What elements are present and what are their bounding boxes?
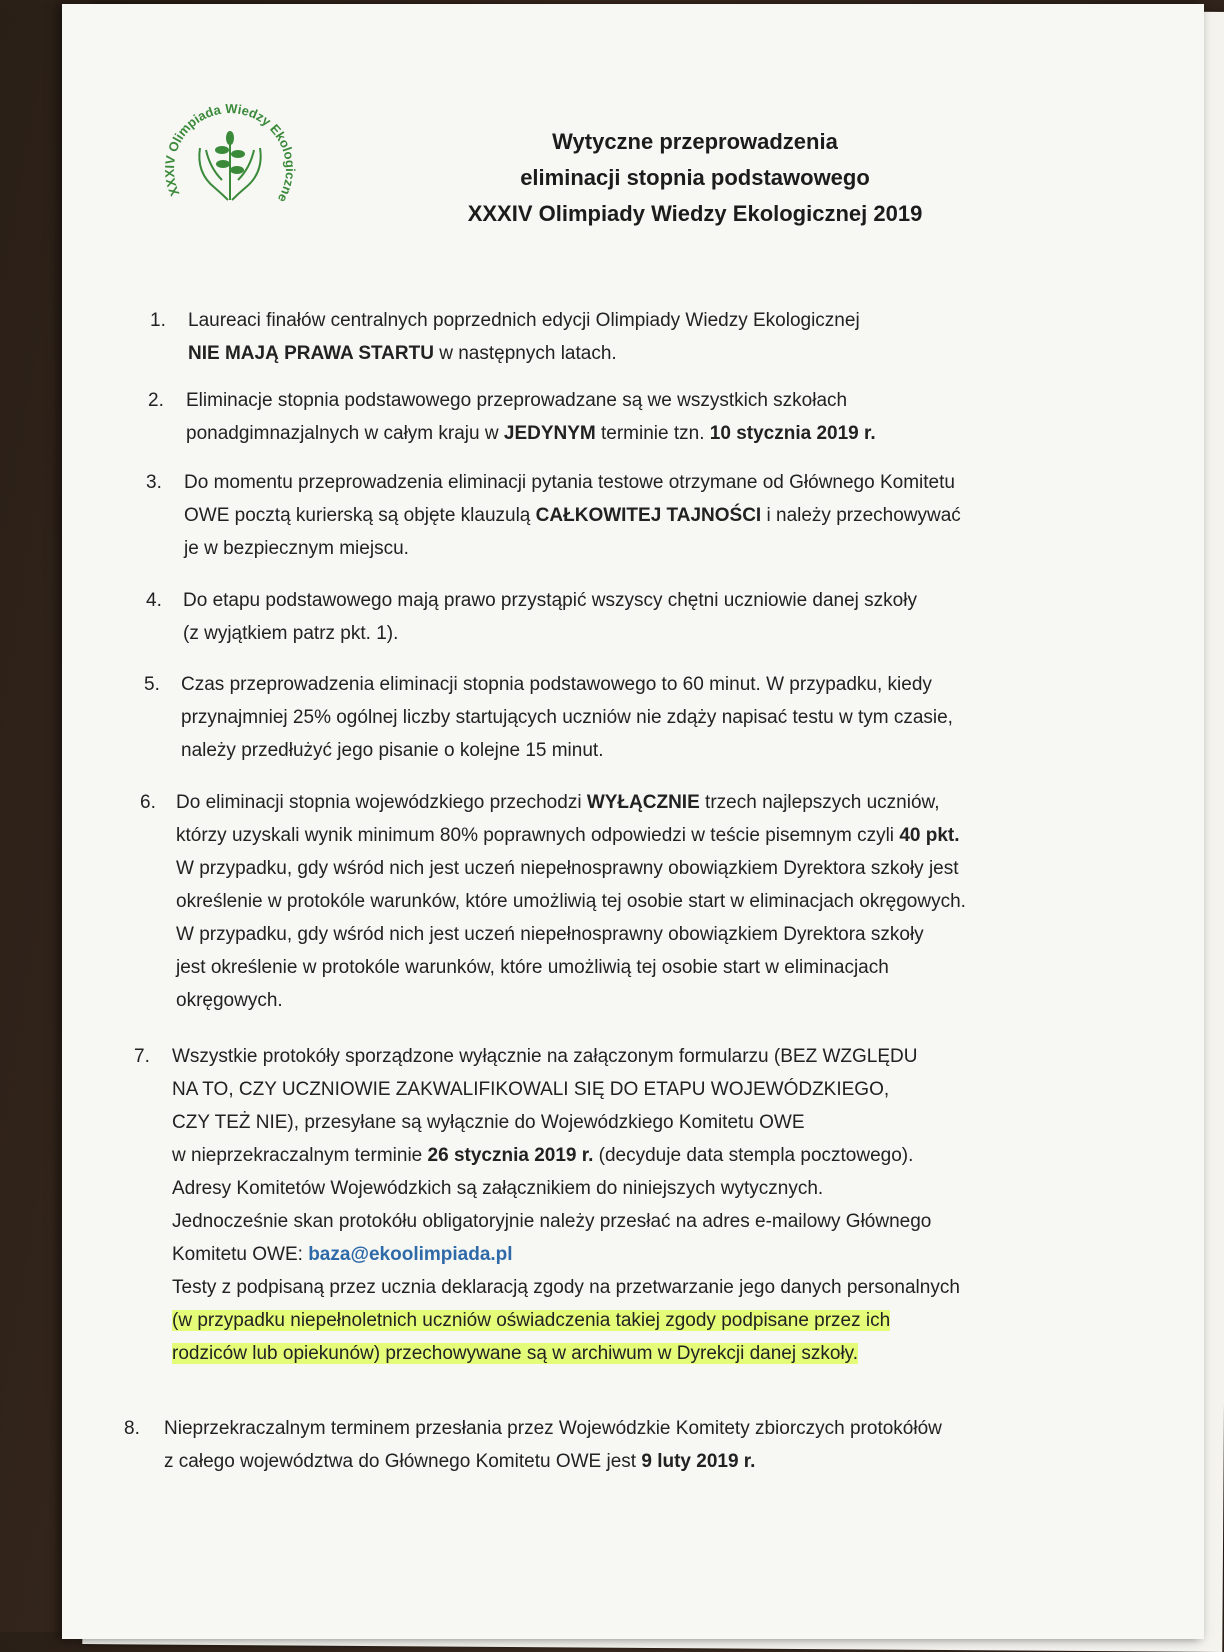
item-text: terminie tzn. bbox=[595, 423, 710, 444]
olympiad-logo bbox=[160, 88, 300, 228]
item-number: 2. bbox=[148, 390, 164, 411]
item-text: Testy z podpisaną przez ucznia deklaracją zgody na przetwarzanie jego danych personalnych bbox=[172, 1277, 960, 1298]
item-emphasis: NIE MAJĄ PRAWA STARTU bbox=[188, 343, 434, 364]
item-date: 9 luty 2019 r. bbox=[641, 1451, 756, 1472]
item-text: określenie w protokóle warunków, które umożliwią tej osobie start w eliminacjach okręgowych. bbox=[176, 891, 966, 912]
item-text: (z wyjątkiem patrz pkt. 1). bbox=[183, 623, 399, 644]
item-emphasis: WYŁĄCZNIE bbox=[586, 792, 700, 813]
item-text: Czas przeprowadzenia eliminacji stopnia podstawowego to 60 minut. W przypadku, kiedy bbox=[181, 674, 932, 695]
item-text: w nieprzekraczalnym terminie bbox=[172, 1145, 428, 1166]
item-text: Do etapu podstawowego mają prawo przystąpić wszyscy chętni uczniowie danej szkoły bbox=[183, 590, 917, 611]
item-text: je w bezpiecznym miejscu. bbox=[184, 538, 409, 559]
logo-text: XXXIV Olimpiada Wiedzy Ekologiczne bbox=[161, 101, 299, 205]
highlighted-text: rodziców lub opiekunów) przechowywane są w archiwum w Dyrekcji danej szkoły. bbox=[172, 1343, 859, 1364]
item-text: Eliminacje stopnia podstawowego przeprowadzane są we wszystkich szkołach bbox=[186, 390, 848, 411]
item-number: 7. bbox=[134, 1046, 150, 1067]
item-emphasis: JEDYNYM bbox=[503, 423, 596, 444]
item-text: Do eliminacji stopnia wojewódzkiego przechodzi bbox=[176, 792, 587, 813]
item-emphasis: 40 pkt. bbox=[899, 825, 960, 846]
item-number: 4. bbox=[146, 590, 162, 611]
item-date: 10 stycznia 2019 r. bbox=[709, 423, 876, 444]
item-text: ponadgimnazjalnych w całym kraju w bbox=[186, 423, 504, 444]
item-number: 6. bbox=[140, 792, 156, 813]
item-number: 1. bbox=[150, 310, 166, 331]
item-text: Do momentu przeprowadzenia eliminacji pytania testowe otrzymane od Głównego Komitetu bbox=[184, 472, 955, 493]
item-text: OWE pocztą kurierską są objęte klauzulą bbox=[184, 505, 536, 526]
item-text: W przypadku, gdy wśród nich jest uczeń niepełnosprawny obowiązkiem Dyrektora szkoły jest bbox=[176, 858, 959, 879]
item-text: Komitetu OWE: bbox=[172, 1244, 309, 1265]
item-text: przynajmniej 25% ogólnej liczby startujących uczniów nie zdąży napisać testu w tym czasie, bbox=[181, 707, 953, 728]
item-text: NA TO, CZY UCZNIOWIE ZAKWALIFIKOWALI SIĘ DO ETAPU WOJEWÓDZKIEGO, bbox=[172, 1079, 890, 1100]
item-date: 26 stycznia 2019 r. bbox=[427, 1145, 594, 1166]
item-text: w następnych latach. bbox=[433, 343, 617, 364]
document-title bbox=[400, 124, 990, 232]
item-text: CZY TEŻ NIE), przesyłane są wyłącznie do Wojewódzkiego Komitetu OWE bbox=[172, 1112, 805, 1133]
item-text: jest określenie w protokóle warunków, które umożliwią tej osobie start w eliminacjach bbox=[176, 957, 889, 978]
title-line-3: XXXIV Olimpiady Wiedzy Ekologicznej 2019 bbox=[467, 201, 923, 226]
highlighted-text: (w przypadku niepełnoletnich uczniów oświadczenia takiej zgody podpisane przez ich bbox=[172, 1310, 891, 1331]
item-text: Wszystkie protokóły sporządzone wyłącznie na załączonym formularzu (BEZ WZGLĘDU bbox=[172, 1046, 918, 1067]
item-text: W przypadku, gdy wśród nich jest uczeń niepełnosprawny obowiązkiem Dyrektora szkoły bbox=[176, 924, 924, 945]
item-number: 8. bbox=[124, 1418, 140, 1439]
item-text: z całego województwa do Głównego Komitetu OWE jest bbox=[164, 1451, 642, 1472]
item-text: Adresy Komitetów Wojewódzkich są załącznikiem do niniejszych wytycznych. bbox=[172, 1178, 824, 1199]
item-text: okręgowych. bbox=[176, 990, 283, 1011]
item-emphasis: CAŁKOWITEJ TAJNOŚCI bbox=[535, 505, 762, 526]
item-number: 5. bbox=[144, 674, 160, 695]
title-line-2: eliminacji stopnia podstawowego bbox=[520, 165, 870, 190]
email-link[interactable]: baza@ekoolimpiada.pl bbox=[308, 1244, 513, 1265]
item-text: trzech najlepszych uczniów, bbox=[699, 792, 940, 813]
item-number: 3. bbox=[146, 472, 162, 493]
title-line-1: Wytyczne przeprowadzenia bbox=[552, 129, 838, 154]
item-text: którzy uzyskali wynik minimum 80% poprawnych odpowiedzi w teście pisemnym czyli bbox=[176, 825, 900, 846]
item-text: Nieprzekraczalnym terminem przesłania przez Wojewódzkie Komitety zbiorczych protokółów bbox=[164, 1418, 942, 1439]
item-text: Laureaci finałów centralnych poprzednich edycji Olimpiady Wiedzy Ekologicznej bbox=[188, 310, 860, 331]
item-text: (decyduje data stempla pocztowego). bbox=[593, 1145, 914, 1166]
hands-with-plant-icon bbox=[199, 132, 260, 200]
item-text: Jednocześnie skan protokółu obligatoryjnie należy przesłać na adres e-mailowy Głównego bbox=[172, 1211, 932, 1232]
item-text: i należy przechowywać bbox=[761, 505, 961, 526]
item-text: należy przedłużyć jego pisanie o kolejne 15 minut. bbox=[181, 740, 604, 761]
